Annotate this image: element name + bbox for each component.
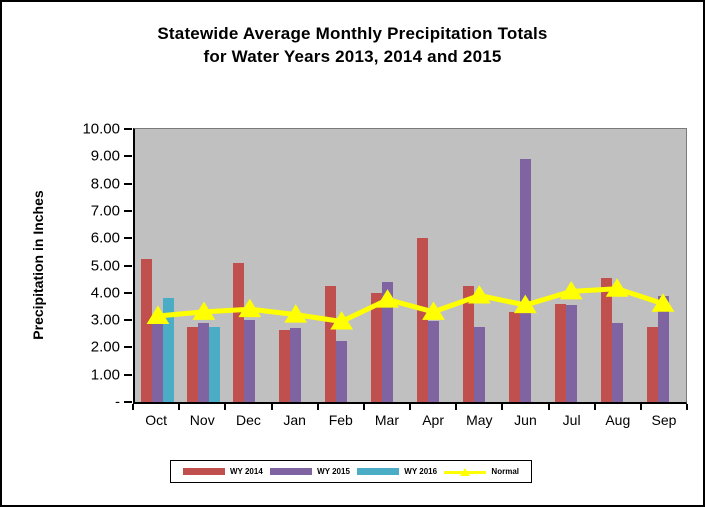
legend-swatch-normal	[444, 467, 486, 477]
x-tick-mark	[501, 404, 503, 410]
x-axis-labels	[133, 412, 687, 428]
normal-line-layer	[135, 129, 686, 402]
x-axis-label-dec: Dec	[235, 412, 261, 428]
x-tick-mark	[686, 404, 688, 410]
x-tick-mark	[132, 404, 134, 410]
y-tick-mark	[124, 292, 132, 294]
y-tick-label: 8.00	[90, 175, 120, 193]
legend-label-wy-2015: WY 2015	[317, 467, 350, 476]
x-axis-label-feb: Feb	[328, 412, 353, 428]
legend-swatch-wy-2015	[270, 468, 312, 475]
x-tick-marks	[133, 404, 687, 410]
chart-title-line1: Statewide Average Monthly Precipitation Totals	[157, 24, 548, 43]
legend	[170, 460, 532, 483]
legend-label-wy-2016: WY 2016	[404, 467, 438, 476]
y-tick-label: 3.00	[90, 311, 120, 329]
legend-label-normal: Normal	[491, 467, 519, 476]
y-tick-labels	[60, 120, 120, 411]
y-tick-mark	[124, 374, 132, 376]
y-tick-label: 10.00	[82, 120, 120, 138]
y-tick-mark	[124, 265, 132, 267]
y-tick-label: 6.00	[90, 229, 120, 247]
x-tick-mark	[363, 404, 365, 410]
x-tick-mark	[548, 404, 550, 410]
y-tick-mark	[124, 237, 132, 239]
x-tick-mark	[317, 404, 319, 410]
x-axis-label-aug: Aug	[605, 412, 631, 428]
x-tick-mark	[224, 404, 226, 410]
y-tick-label: 1.00	[90, 366, 120, 384]
chart-title	[2, 22, 703, 68]
x-axis-label-jul: Jul	[562, 412, 581, 428]
legend-swatch-wy-2016	[357, 468, 399, 475]
y-tick-label: 4.00	[90, 284, 120, 302]
y-tick-mark	[124, 346, 132, 348]
x-axis-label-mar: Mar	[374, 412, 399, 428]
x-tick-mark	[271, 404, 273, 410]
y-tick-mark	[124, 210, 132, 212]
x-tick-mark	[455, 404, 457, 410]
y-tick-label: 5.00	[90, 257, 120, 274]
legend-entry-wy-2016	[357, 467, 437, 476]
x-tick-mark	[640, 404, 642, 410]
legend-entry-wy-2015	[270, 467, 350, 476]
x-axis-label-sep: Sep	[651, 412, 677, 428]
y-tick-mark	[124, 319, 132, 321]
x-tick-mark	[409, 404, 411, 410]
y-tick-label: 2.00	[90, 338, 120, 356]
y-tick-mark	[124, 155, 132, 157]
x-axis-label-apr: Apr	[422, 412, 445, 428]
y-tick-label: 7.00	[90, 202, 120, 220]
x-axis-label-jun: Jun	[514, 412, 537, 428]
x-axis-label-may: May	[466, 412, 493, 428]
y-tick-mark	[124, 401, 132, 403]
y-tick-mark	[124, 183, 132, 185]
normal-marker-mar	[377, 290, 398, 307]
x-axis-label-oct: Oct	[145, 412, 167, 428]
y-tick-mark	[124, 128, 132, 130]
y-tick-label: -	[115, 393, 120, 411]
x-tick-mark	[178, 404, 180, 410]
legend-entry-wy-2014	[183, 467, 263, 476]
legend-entry-normal	[444, 467, 519, 477]
x-axis-label-nov: Nov	[189, 412, 215, 428]
y-axis-title: Precipitation in Inches	[30, 190, 46, 340]
legend-normal-marker-icon	[460, 468, 470, 476]
y-tick-marks	[124, 129, 132, 402]
legend-swatch-wy-2014	[183, 468, 225, 475]
plot-area	[133, 128, 687, 404]
y-tick-label: 9.00	[90, 147, 120, 165]
normal-line	[158, 289, 663, 322]
chart-title-line2: for Water Years 2013, 2014 and 2015	[203, 47, 502, 66]
x-tick-mark	[594, 404, 596, 410]
x-axis-label-jan: Jan	[283, 412, 306, 428]
legend-label-wy-2014: WY 2014	[230, 467, 263, 476]
